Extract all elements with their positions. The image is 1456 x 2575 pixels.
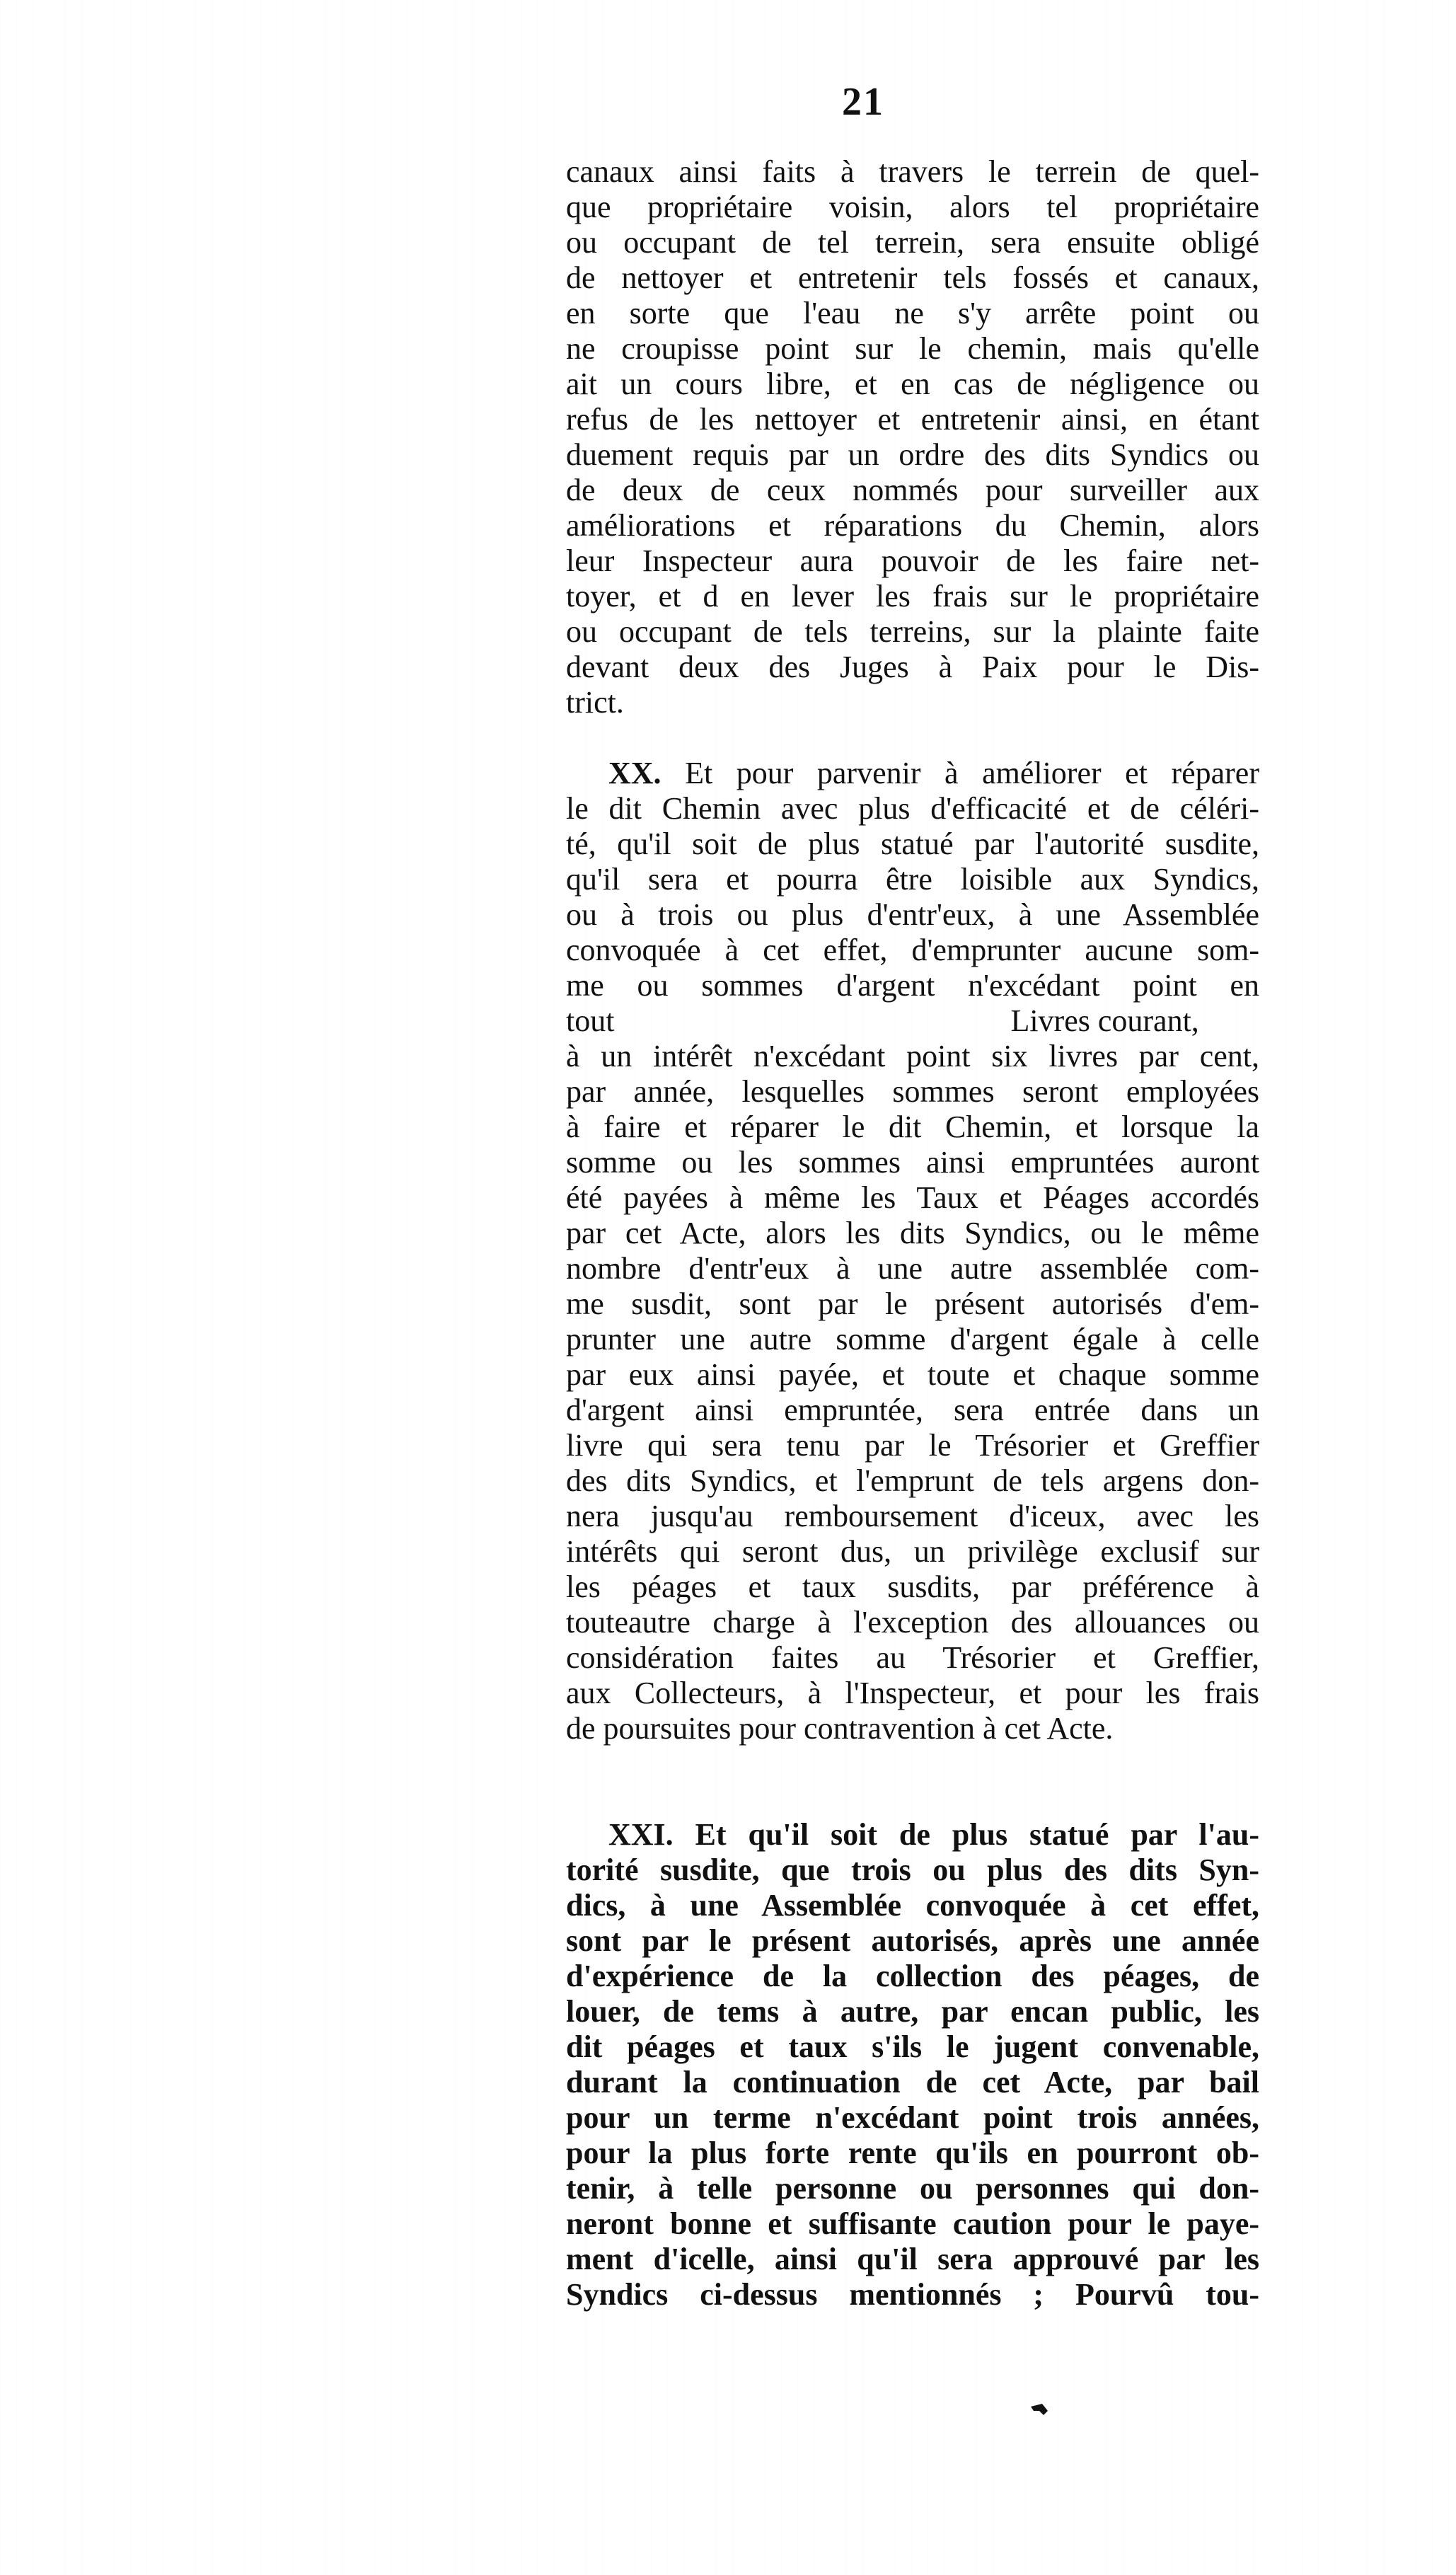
text-line: leur Inspecteur aura pouvoir de les faire net- (566, 543, 1259, 578)
text-line: devant deux des Juges à Paix pour le Dis- (566, 650, 1259, 684)
text-line: me ou sommes d'argent n'excédant point en (566, 968, 1259, 1003)
text-line: les péages et taux susdits, par préférence à (566, 1569, 1259, 1604)
article-first-line (566, 1817, 1259, 1853)
text-line: que propriétaire voisin, alors tel propriétaire (566, 190, 1259, 224)
text-line: intérêts qui seront dus, un privilège exclusif sur (566, 1534, 1259, 1569)
text-line: trict. (566, 685, 624, 720)
text-line: de nettoyer et entretenir tels fossés et canaux, (566, 260, 1259, 295)
article-number: XX. (608, 756, 661, 790)
text-line: Syndics ci-dessus mentionnés ; Pourvû tou- (566, 2277, 1259, 2312)
text-line: prunter une autre somme d'argent égale à celle (566, 1322, 1259, 1356)
text-line: livre qui sera tenu par le Trésorier et Greffier (566, 1428, 1259, 1463)
text-line: refus de les nettoyer et entretenir ainsi, en étant (566, 402, 1259, 437)
text-line: té, qu'il soit de plus statué par l'autorité susdite, (566, 826, 1259, 861)
text-line: ment d'icelle, ainsi qu'il sera approuvé par les (566, 2242, 1259, 2276)
text-line: tenir, à telle personne ou personnes qui don- (566, 2171, 1259, 2206)
text-line: en sorte que l'eau ne s'y arrête point ou (566, 296, 1259, 330)
article-xxi (566, 1817, 1259, 2312)
text-line: à faire et réparer le dit Chemin, et lorsque la (566, 1110, 1259, 1144)
text-line: ou occupant de tels terreins, sur la plainte faite (566, 614, 1259, 649)
amount-blank-line (566, 1003, 1259, 1039)
article-number: XXI. (608, 1817, 674, 1852)
text-line: dit péages et taux s'ils le jugent convenable, (566, 2029, 1259, 2064)
text-line: par année, lesquelles sommes seront employées (566, 1074, 1259, 1109)
text-line: par cet Acte, alors les dits Syndics, ou le même (566, 1216, 1259, 1250)
article-first-line (566, 756, 1259, 791)
text-line: considération faites au Trésorier et Greffier, (566, 1640, 1259, 1675)
text-line: Livres courant, (1010, 1003, 1199, 1038)
text-line: ait un cours libre, et en cas de négligence ou (566, 367, 1259, 401)
text-line: nera jusqu'au remboursement d'iceux, avec les (566, 1499, 1259, 1533)
text-line: qu'il sera et pourra être loisible aux Syndics, (566, 862, 1259, 897)
text-line: durant la continuation de cet Acte, par bail (566, 2065, 1259, 2099)
page-number: 21 (842, 80, 884, 124)
text-line: été payées à même les Taux et Péages accordés (566, 1180, 1259, 1215)
article-xx (566, 756, 1259, 1746)
text-line: louer, de tems à autre, par encan public, les (566, 1994, 1259, 2029)
text-line: torité susdite, que trois ou plus des dits Syn- (566, 1853, 1259, 1887)
text-line: convoquée à cet effet, d'emprunter aucune som- (566, 933, 1259, 967)
text-line: touteautre charge à l'exception des allouances ou (566, 1605, 1259, 1640)
text-line: dics, à une Assemblée convoquée à cet effet, (566, 1888, 1259, 1923)
text-line: améliorations et réparations du Chemin, alors (566, 508, 1259, 543)
text-line: neront bonne et suffisante caution pour le paye- (566, 2206, 1259, 2241)
text-line: nombre d'entr'eux à une autre assemblée com- (566, 1251, 1259, 1286)
text-line: pour un terme n'excédant point trois années, (566, 2100, 1259, 2135)
paragraph-continuation (566, 154, 1259, 720)
text-line: toyer, et d en lever les frais sur le propriétaire (566, 579, 1259, 613)
text-line: de deux de ceux nommés pour surveiller aux (566, 473, 1259, 507)
text-line: des dits Syndics, et l'emprunt de tels argens don- (566, 1463, 1259, 1498)
text-line: par eux ainsi payée, et toute et chaque somme (566, 1357, 1259, 1392)
text-line: me susdit, sont par le présent autorisés d'em- (566, 1286, 1259, 1321)
text-line: le dit Chemin avec plus d'efficacité et de célérі- (566, 791, 1259, 826)
text-line: Et pour parvenir à améliorer et réparer (685, 756, 1259, 790)
text-line: pour la plus forte rente qu'ils en pourront ob- (566, 2136, 1259, 2170)
text-line: sont par le présent autorisés, après une année (566, 1923, 1259, 1958)
text-line: aux Collecteurs, à l'Inspecteur, et pour les frais (566, 1676, 1259, 1710)
text-line: ou occupant de tel terrein, sera ensuite obligé (566, 225, 1259, 260)
text-line: Et qu'il soit de plus statué par l'au- (695, 1817, 1260, 1852)
text-line: canaux ainsi faits à travers le terrein de quel- (566, 154, 1259, 189)
text-line: d'expérience de la collection des péages, de (566, 1959, 1259, 1993)
text-line: somme ou les sommes ainsi empruntées auront (566, 1145, 1259, 1180)
text-line: ou à trois ou plus d'entr'eux, à une Assemblée (566, 897, 1259, 932)
ink-mark-icon (1029, 2401, 1049, 2416)
text-line: duement requis par un ordre des dits Syndics ou (566, 437, 1259, 472)
text-line: tout (566, 1003, 615, 1038)
text-line: de poursuites pour contravention à cet Acte. (566, 1711, 1114, 1746)
text-line: d'argent ainsi empruntée, sera entrée dans un (566, 1393, 1259, 1427)
text-line: ne croupisse point sur le chemin, mais qu'elle (566, 331, 1259, 366)
text-line: à un intérêt n'excédant point six livres par cent, (566, 1039, 1259, 1073)
